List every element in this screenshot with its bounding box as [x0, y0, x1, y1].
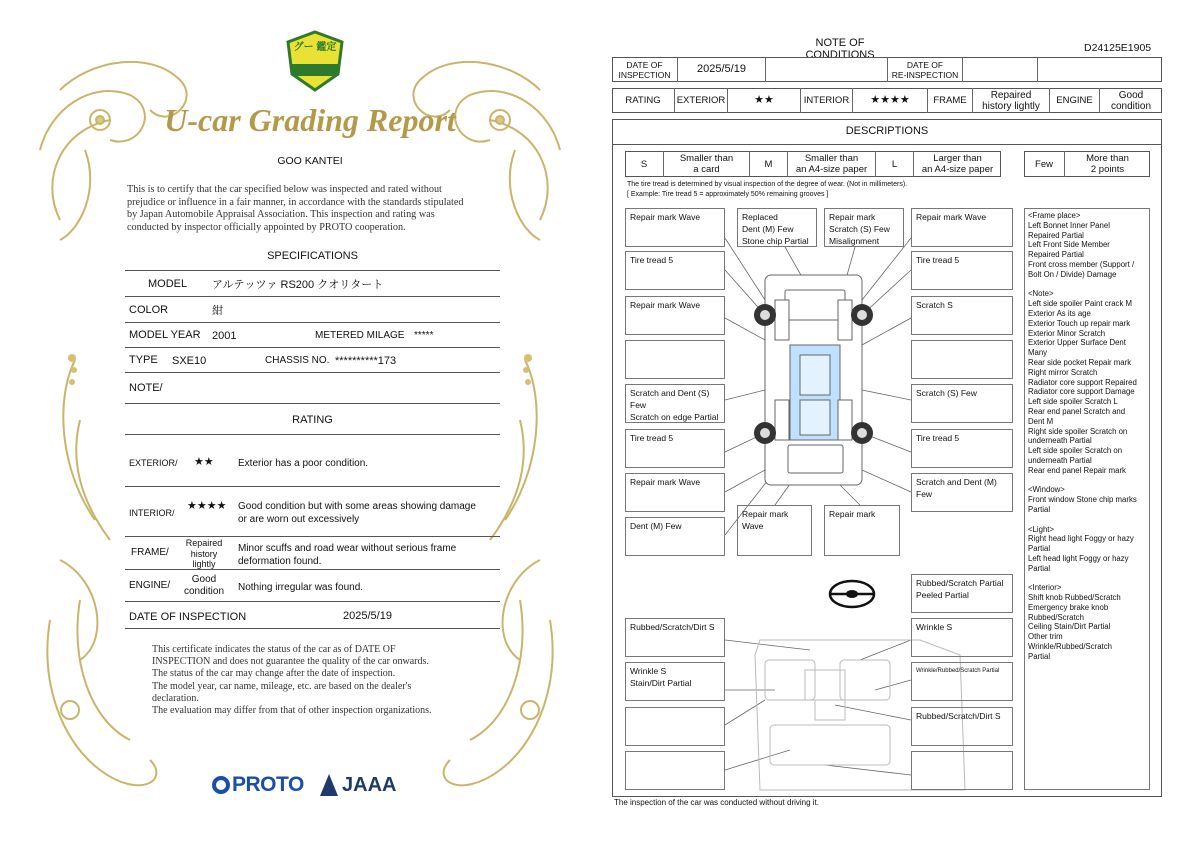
engine-desc: Nothing irregular was found.: [238, 582, 364, 593]
chassis-value: **********173: [335, 355, 397, 367]
driver-seat-box: Wrinkle S Stain/Dirt Partial: [625, 662, 725, 701]
re-inspection-label: DATE OF RE-INSPECTION: [887, 57, 962, 82]
report-subtitle: GOO KANTEI: [277, 155, 343, 167]
legend-s-desc: Smaller than a card: [663, 151, 749, 177]
model-label: MODEL: [148, 278, 188, 290]
rear-seat-right-box: [911, 751, 1013, 790]
console-box: Rubbed/Scratch/Dirt S: [911, 707, 1013, 746]
left-side-box: Scratch and Dent (S) Few Scratch on edge Partial: [625, 384, 725, 423]
rating-label: RATING: [625, 95, 661, 106]
interior-stars: ★★★★: [187, 500, 227, 512]
badge-text: グー 鑑定: [293, 42, 337, 53]
report-title: U-car Grading Report: [164, 102, 456, 138]
note-label: NOTE/: [129, 382, 163, 394]
left-fender-box: Repair mark Wave: [625, 296, 725, 335]
note-footer: The inspection of the car was conducted without driving it.: [614, 798, 819, 807]
note-title: NOTE OF CONDITIONS: [805, 37, 875, 61]
right-side-box: Scratch (S) Few: [911, 384, 1013, 423]
right-fender-box: Scratch S: [911, 296, 1013, 335]
front-right-tire-box: Tire tread 5: [911, 251, 1013, 290]
frame-desc: Minor scuffs and road wear without serious frame deformation found.: [238, 543, 457, 567]
jaaa-mark-icon: [320, 774, 338, 796]
date-of-inspection-label: DATE OF INSPECTION: [618, 59, 671, 80]
jaaa-logo-text: JAAA: [342, 773, 397, 796]
legend-l-desc: Larger than an A4-size paper: [913, 151, 1001, 177]
legend-few: Few: [1035, 158, 1053, 170]
rating-heading: RATING: [292, 414, 333, 426]
exterior-value: ★★: [727, 88, 800, 113]
trunk-right-box: Repair mark: [824, 505, 900, 556]
color-label: COLOR: [129, 304, 169, 316]
rear-left-tire-box: Tire tread 5: [625, 429, 725, 468]
tire-tread-note: The tire tread is determined by visual inspection of the degree of wear. (Not in millimeters). [ Example: Tire tread 5 = approximately 50% remaining grooves ]: [627, 181, 908, 198]
frame-value: Repaired history lightly: [185, 538, 223, 569]
front-left-tire-box: Tire tread 5: [625, 251, 725, 290]
exterior-desc: Exterior has a poor condition.: [238, 458, 369, 469]
right-door-box: [911, 340, 1013, 379]
model-year-value: 2001: [212, 330, 237, 342]
passenger-seat-box: Wrinkle/Rubbed/Scratch Partial: [911, 662, 1013, 701]
dashboard-box: Wrinkle S: [911, 618, 1013, 657]
engine-value: Good condition: [1099, 88, 1162, 113]
mileage-value: *****: [414, 330, 434, 341]
mileage-label: METERED MILAGE: [315, 330, 405, 341]
note-of-conditions: [600, 0, 1200, 848]
legend-l: L: [875, 151, 913, 177]
descriptions-heading: DESCRIPTIONS: [845, 125, 929, 137]
document-code: D24125E1905: [1084, 42, 1152, 54]
color-value: 紺: [212, 305, 223, 317]
legend-m-desc: Smaller than an A4-size paper: [787, 151, 875, 177]
ceiling-box: Rubbed/Scratch/Dirt S: [625, 618, 725, 657]
certify-statement: This is to certify that the car specified below was inspected and rated without prejudice or influence in a fair manner, in accordance with the standards stipulated by Japan Automobile Appraisal Association. This inspection and rating was conducted by inspector officially appointed by PROTO cooperation.: [127, 184, 464, 233]
interior-desc: Good condition but with some areas showing damage or are worn out excessively: [238, 501, 476, 525]
engine-label: ENGINE: [1049, 88, 1099, 113]
steering-box: Rubbed/Scratch Partial Peeled Partial: [911, 574, 1013, 613]
frame-value: Repaired history lightly: [972, 88, 1049, 113]
trunk-left-box: Repair mark Wave: [737, 505, 812, 556]
interior-label: INTERIOR/: [129, 508, 175, 518]
rear-left-corner-box: Dent (M) Few: [625, 517, 725, 556]
interior-label: INTERIOR: [800, 88, 852, 113]
jaaa-logo: [320, 772, 396, 798]
model-value: アルテッツァ RS200 クオリタート: [212, 279, 384, 291]
date-of-inspection-value: 2025/5/19: [677, 57, 765, 82]
remarks-panel: <Frame place> Left Bonnet Inner Panel Repaired Partial Left Front Side Member Repaired Partial Front cross member (Support / Bolt On / Divide) Damage <Note> Left side spoiler Paint crack M Exterior As its age Exterior Touch up repair mark Exterior Minor Scratch Exterior Upper Surface Dent Many Rear side pocket Repair mark Right mirror Scratch Radiator core support Repaired Radiator core support Damage Left side spoiler Scratch L Rear end panel Scratch and Dent M Right side spoiler Scratch on underneath Partial Left side spoiler Scratch on underneath Partial Rear end panel Repair mark <Window> Front window Stone chip marks Partial <Light> Right head light Foggy or hazy Partial Left head light Foggy or hazy Partial <Interior> Shift knob Rubbed/Scratch Emergency brake knob Rubbed/Scratch Ceiling Stain/Dirt Partial Other trim Wrinkle/Rubbed/Scratch Partial: [1024, 208, 1150, 790]
legend-s: S: [640, 158, 648, 170]
type-label: TYPE: [129, 354, 158, 366]
inspection-date-label: DATE OF INSPECTION: [129, 611, 247, 623]
rear-right-tire-box: Tire tread 5: [911, 429, 1013, 468]
interior-value: ★★★★: [852, 88, 927, 113]
chassis-label: CHASSIS NO.: [265, 355, 330, 366]
front-right-panel-box: Repair mark Wave: [911, 208, 1013, 247]
certificate-disclaimer: This certificate indicates the status of the car as of DATE OF INSPECTION and does not guarantee the quality of the car onwards. The status of the car may change after the date of inspection. The model year, car name, mileage, etc. are based on the dealer's declaration. The evaluation may differ from that of other inspection organizations.: [152, 644, 432, 717]
model-year-label: MODEL YEAR: [129, 329, 201, 341]
proto-mark-icon: [212, 776, 230, 794]
engine-label: ENGINE/: [129, 580, 171, 591]
left-trim-box: [625, 707, 725, 746]
exterior-label: EXTERIOR/: [129, 458, 178, 468]
spec-heading: SPECIFICATIONS: [267, 250, 358, 262]
exterior-stars: ★★: [194, 456, 214, 468]
shield-icon: [286, 30, 344, 92]
type-value: SXE10: [172, 355, 207, 367]
engine-value: Good condition: [183, 574, 225, 597]
rear-right-panel-box: Scratch and Dent (M) Few: [911, 473, 1013, 512]
bonnet-right-box: Repair mark Scratch (S) Few Misalignment: [824, 208, 904, 247]
proto-logo: [212, 772, 304, 798]
goo-kantei-badge: [286, 30, 344, 92]
inspection-date-value: 2025/5/19: [343, 610, 392, 622]
frame-label: FRAME: [927, 88, 972, 113]
frame-label: FRAME/: [131, 547, 169, 558]
front-left-panel-box: Repair mark Wave: [625, 208, 725, 247]
rear-seat-left-box: [625, 751, 725, 790]
legend-few-desc: More than 2 points: [1064, 151, 1150, 177]
legend-m: M: [749, 151, 787, 177]
proto-logo-text: PROTO: [232, 773, 304, 796]
bonnet-left-box: Replaced Dent (M) Few Stone chip Partial: [737, 208, 817, 247]
left-door-box: [625, 340, 725, 379]
rear-left-panel-box: Repair mark Wave: [625, 473, 725, 512]
exterior-label: EXTERIOR: [674, 88, 727, 113]
